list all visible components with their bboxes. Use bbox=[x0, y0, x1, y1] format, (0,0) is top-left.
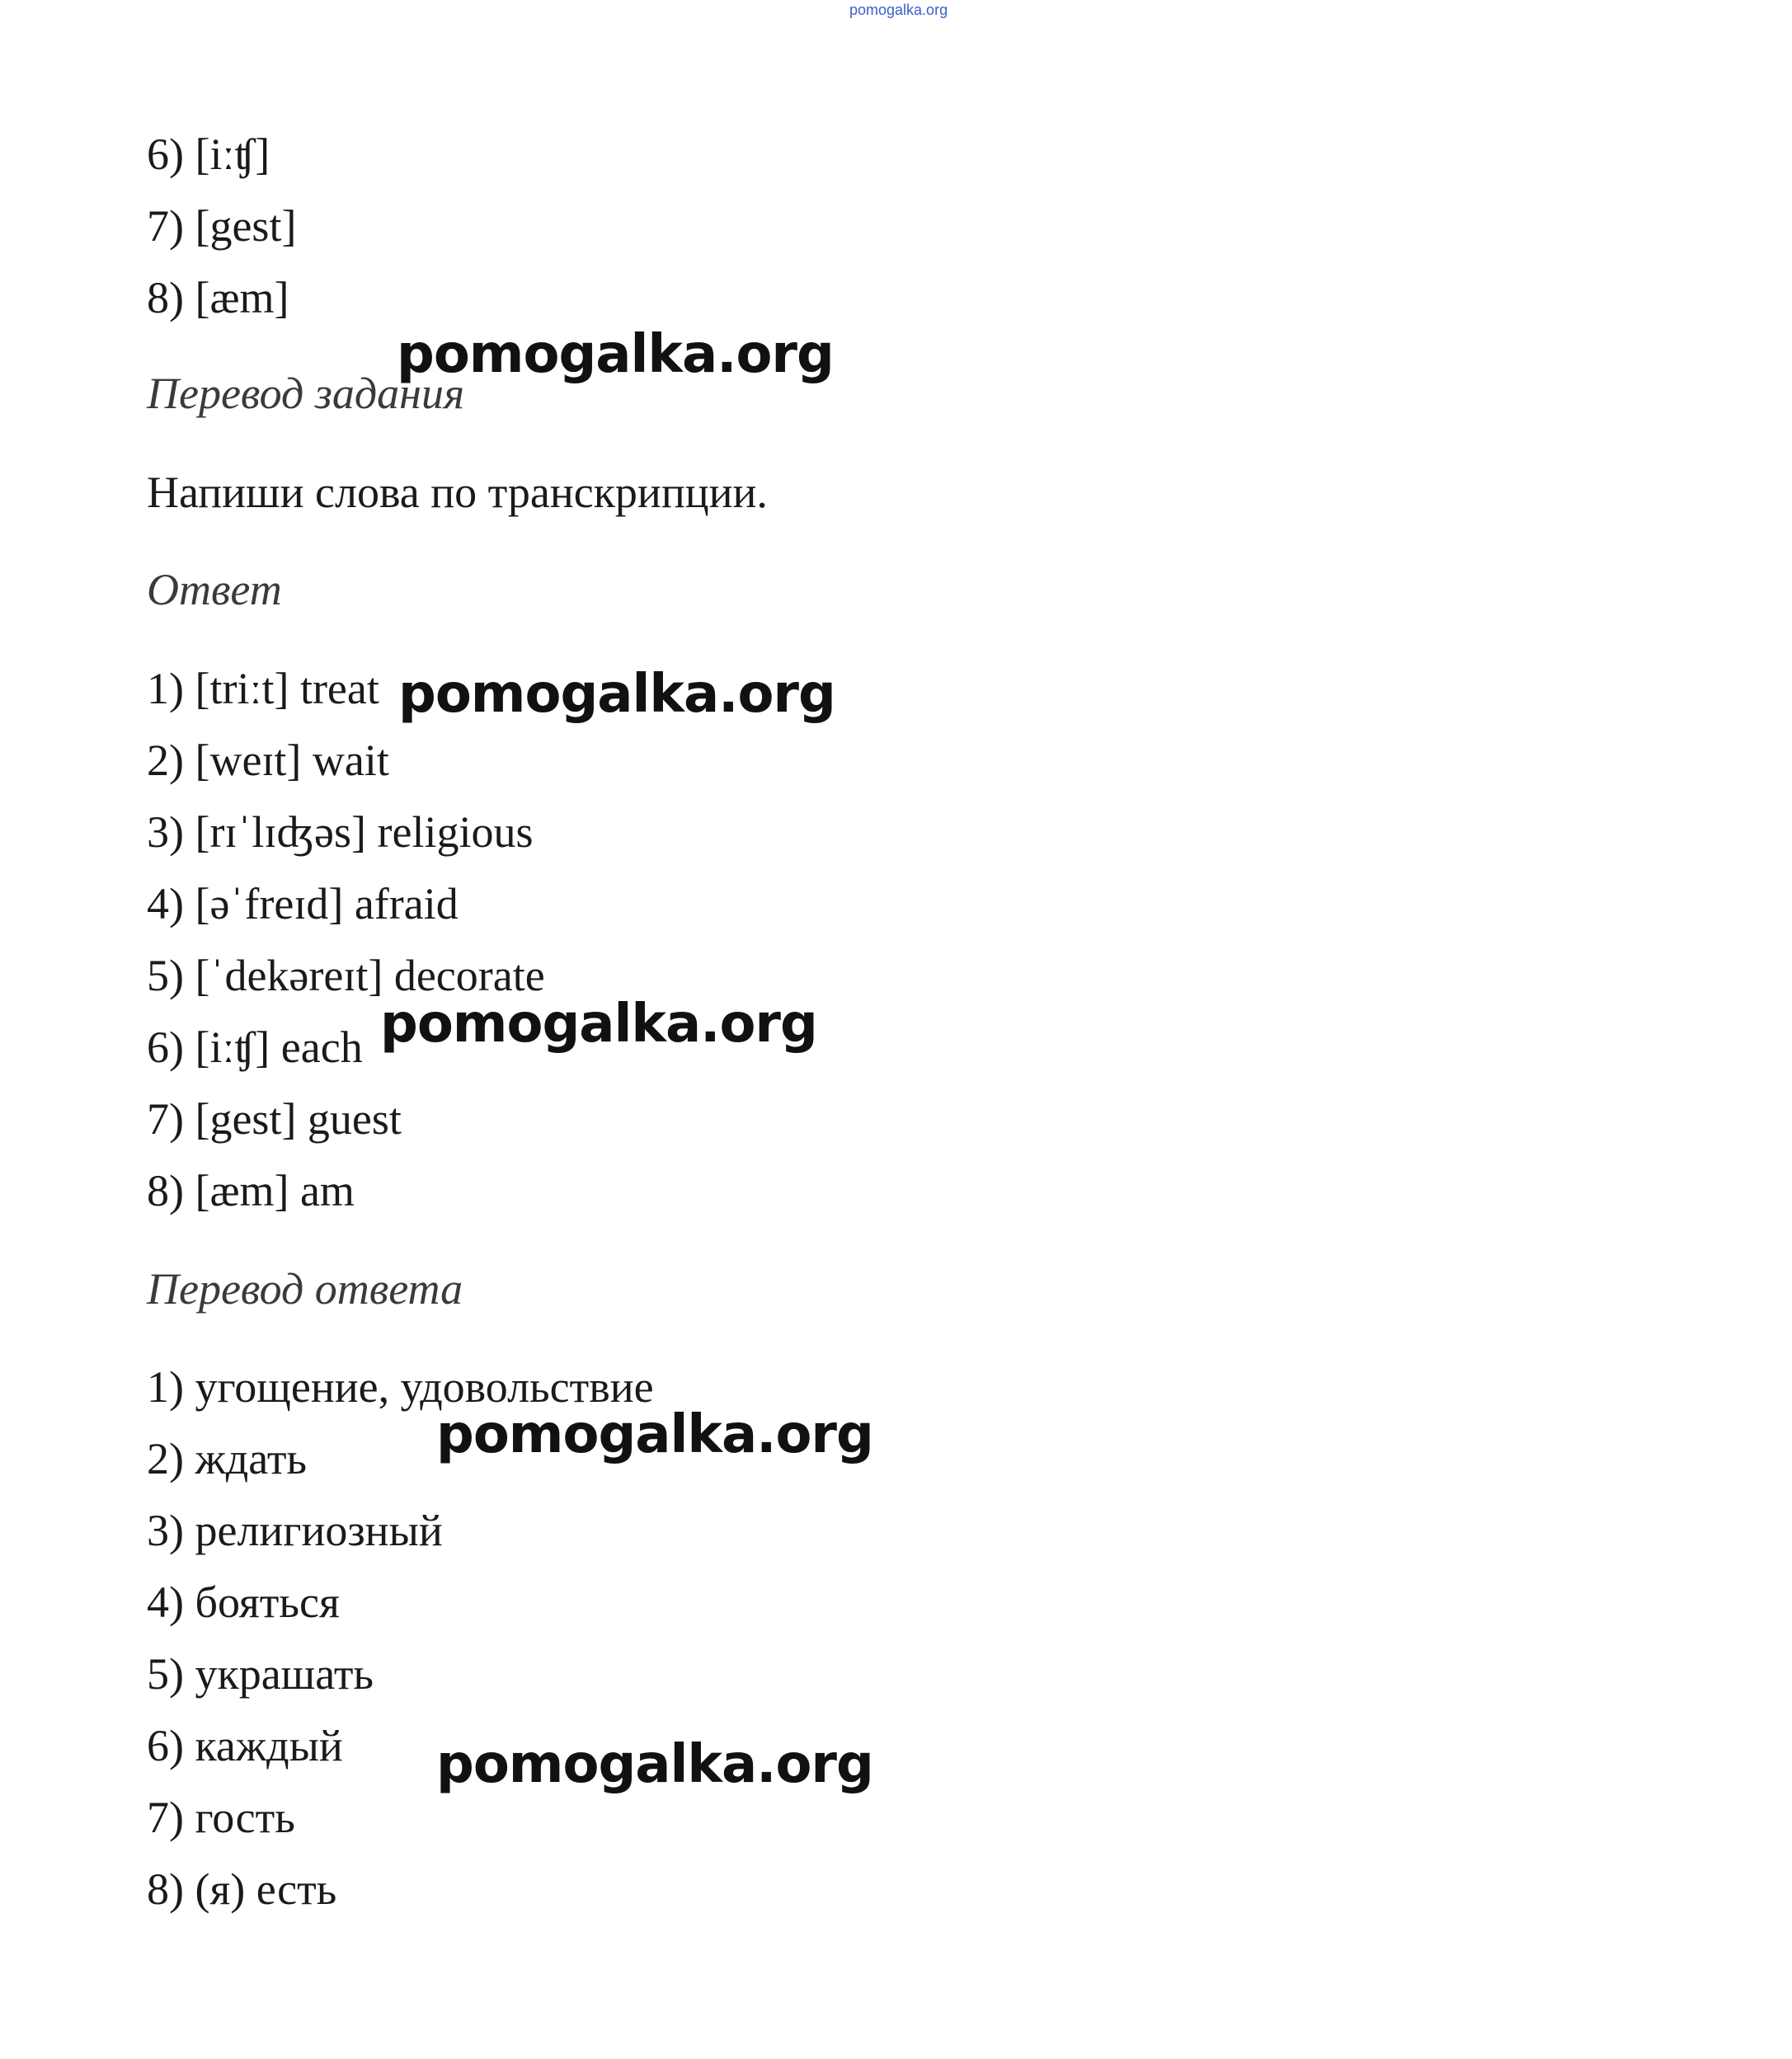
answer-line: 3) [rɪˈlɪʤəs] religious bbox=[147, 807, 534, 857]
answer-line: 5) [ˈdekəreɪt] decorate bbox=[147, 951, 545, 1000]
answer-line: 7) [gest] guest bbox=[147, 1094, 402, 1144]
translation-heading: Перевод задания bbox=[147, 369, 465, 418]
watermark: pomogalka.org bbox=[380, 994, 817, 1055]
answer-line: 2) [weɪt] wait bbox=[147, 736, 389, 785]
task-line: 7) [gest] bbox=[147, 201, 297, 251]
translation-line: 1) угощение, удовольствие bbox=[147, 1362, 654, 1412]
watermark: pomogalka.org bbox=[398, 664, 835, 725]
translation-line: 2) ждать bbox=[147, 1434, 308, 1483]
header-site-link[interactable]: pomogalka.org bbox=[849, 2, 948, 18]
watermark: pomogalka.org bbox=[436, 1734, 873, 1795]
task-line: 6) [iːʧ] bbox=[147, 129, 270, 179]
translation-line: 8) (я) есть bbox=[147, 1864, 337, 1914]
answer-line: 4) [əˈfreɪd] afraid bbox=[147, 879, 459, 928]
answer-line: 8) [æm] am bbox=[147, 1166, 355, 1215]
instruction-text: Напиши слова по транскрипции. bbox=[147, 468, 768, 517]
answer-heading: Ответ bbox=[147, 565, 282, 614]
watermark: pomogalka.org bbox=[436, 1404, 873, 1465]
translation-line: 3) религиозный bbox=[147, 1506, 443, 1555]
answer-translation-heading: Перевод ответа bbox=[147, 1264, 463, 1314]
answer-line: 6) [iːʧ] each bbox=[147, 1022, 363, 1072]
translation-line: 7) гость bbox=[147, 1793, 295, 1842]
answer-line: 1) [triːt] treat bbox=[147, 664, 379, 713]
translation-line: 6) каждый bbox=[147, 1721, 343, 1770]
translation-line: 4) бояться bbox=[147, 1577, 340, 1627]
watermark: pomogalka.org bbox=[397, 324, 834, 385]
translation-line: 5) украшать bbox=[147, 1649, 374, 1699]
task-line: 8) [æm] bbox=[147, 273, 289, 322]
